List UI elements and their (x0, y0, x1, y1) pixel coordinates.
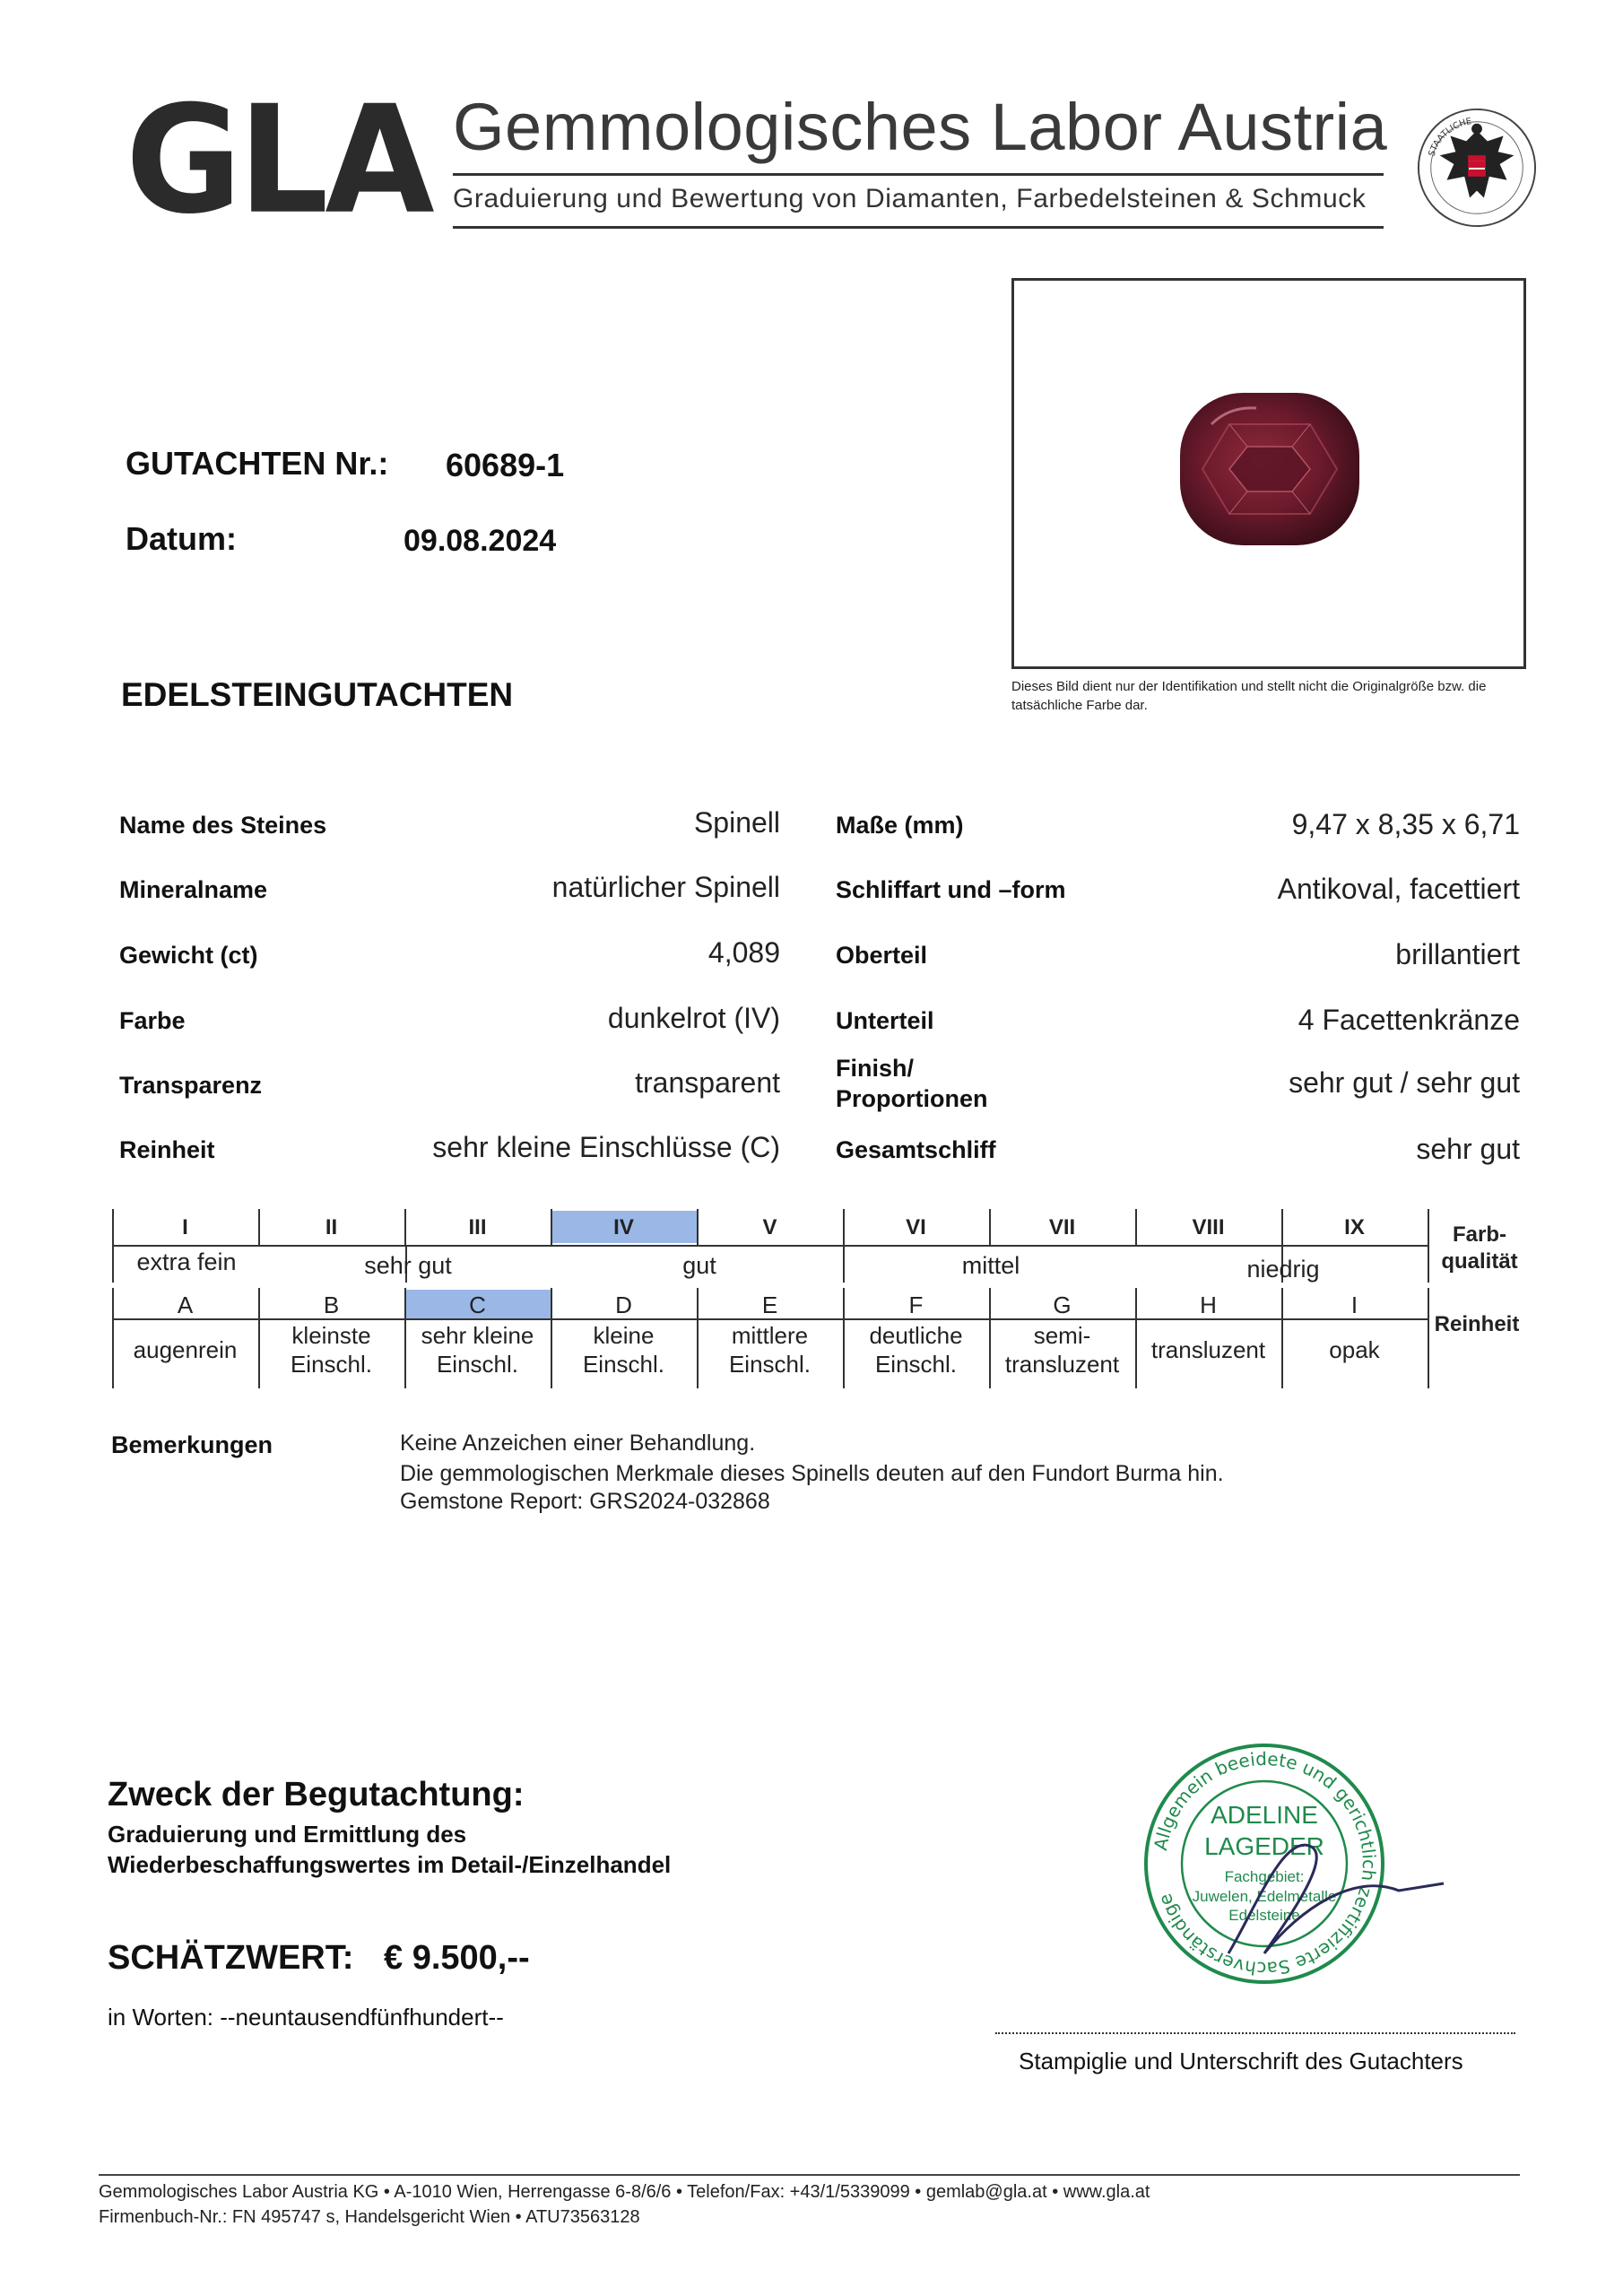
report-number-value: 60689-1 (446, 447, 565, 483)
property-label-left: Transparenz (119, 1072, 263, 1099)
color-grade-I: I (182, 1215, 188, 1239)
property-value-right: 4 Facettenkränze (1298, 1004, 1520, 1036)
clarity-desc-line-1: opak (1329, 1336, 1380, 1363)
color-group-label: sehr gut (364, 1252, 452, 1279)
gla-logo: GLA (126, 74, 431, 248)
stamp-field-3: Edelsteine (1228, 1907, 1300, 1924)
property-value-left: natürlicher Spinell (551, 871, 780, 903)
signature-caption: Stampiglie und Unterschrift des Gutachters (1019, 2048, 1463, 2074)
grading-scale-table (112, 1209, 1520, 1388)
grade-rule (112, 1245, 1428, 1247)
remarks-line-2: Die gemmologischen Merkmale dieses Spinells deuten auf den Fundort Burma hin. (400, 1461, 1224, 1486)
lab-name: Gemmologisches Labor Austria (453, 90, 1388, 164)
spinel-gemstone-image (1176, 388, 1364, 550)
footer-rule (99, 2174, 1520, 2176)
property-value-left: transparent (635, 1066, 780, 1099)
color-group-label: gut (682, 1252, 716, 1279)
property-value-left: Spinell (693, 806, 780, 839)
clarity-desc-line-1: mittlere (731, 1322, 809, 1349)
property-label-right-line2: Proportionen (836, 1085, 988, 1112)
color-grade-IX: IX (1344, 1215, 1365, 1239)
clarity-desc-line-2: Einschl. (728, 1351, 812, 1378)
purpose-title: Zweck der Begutachtung: (108, 1776, 525, 1813)
property-value-right: sehr gut (1416, 1133, 1520, 1165)
report-type-title: EDELSTEINGUTACHTEN (121, 676, 514, 713)
clarity-grade-F: F (908, 1292, 924, 1318)
clarity-desc-line-1: sehr kleine (421, 1322, 534, 1349)
stone-photo-frame (1011, 278, 1526, 669)
clarity-grade-A: A (177, 1292, 194, 1318)
grade-divider (1428, 1209, 1429, 1247)
remarks-line-3: Gemstone Report: GRS2024-032868 (400, 1489, 770, 1514)
purpose-line-1: Graduierung und Ermittlung des (108, 1821, 467, 1848)
svg-text:STAATLICHE: STAATLICHE (1427, 117, 1473, 158)
clarity-desc-line-1: augenrein (133, 1336, 238, 1363)
property-value-right: 9,47 x 8,35 x 6,71 (1291, 808, 1520, 840)
property-label-right: Finish/ (836, 1055, 914, 1082)
clarity-grade-D: D (615, 1292, 632, 1318)
valuation-value: € 9.500,-- (384, 1939, 530, 1977)
report-date-label: Datum: (126, 520, 237, 557)
grade-divider (1428, 1288, 1429, 1388)
report-date-value: 09.08.2024 (404, 524, 557, 558)
remarks-line-1: Keine Anzeichen einer Behandlung. (400, 1431, 756, 1456)
stamp-name-1: ADELINE (1211, 1801, 1318, 1829)
clarity-grade-C: C (469, 1292, 486, 1318)
color-grade-III: III (468, 1215, 487, 1239)
clarity-desc-line-1: semi- (1033, 1322, 1091, 1349)
clarity-desc-line-1: kleinste (291, 1322, 371, 1349)
austrian-eagle-emblem-icon (1415, 106, 1539, 230)
clarity-desc-line-1: transluzent (1150, 1336, 1266, 1363)
property-label-left: Name des Steines (119, 812, 327, 839)
valuation-in-words: in Worten: --neuntausendfünfhundert-- (108, 2004, 504, 2031)
lab-subtitle: Graduierung und Bewertung von Diamanten, Farbedelsteinen & Schmuck (453, 184, 1367, 213)
stamp-field-2: Juwelen, Edelmetalle (1192, 1888, 1337, 1905)
clarity-grade-B: B (323, 1292, 340, 1318)
header-rule-bottom (453, 226, 1384, 229)
stamp-ring-text: Allgemein beeidete und gerichtlich zertifizierte Sachverständige (1149, 1747, 1381, 1980)
footer-registration: Firmenbuch-Nr.: FN 495747 s, Handelsgericht Wien • ATU73563128 (99, 2207, 640, 2227)
grade-rule (112, 1318, 1428, 1320)
clarity-desc-line-1: deutliche (869, 1322, 963, 1349)
clarity-desc-line-2: Einschl. (874, 1351, 958, 1378)
report-number-label: GUTACHTEN Nr.: (126, 445, 389, 482)
property-label-left: Gewicht (ct) (119, 942, 258, 969)
color-grade-V: V (762, 1215, 777, 1239)
remarks-label: Bemerkungen (111, 1431, 273, 1458)
property-label-right: Unterteil (836, 1007, 934, 1034)
clarity-desc-line-2: Einschl. (582, 1351, 665, 1378)
property-label-left: Reinheit (119, 1136, 215, 1163)
purpose-line-2: Wiederbeschaffungswertes im Detail-/Einzelhandel (108, 1851, 672, 1878)
property-label-right: Gesamtschliff (836, 1136, 996, 1163)
expert-stamp-seal (1130, 1729, 1453, 1998)
clarity-desc-line-2: Einschl. (290, 1351, 373, 1378)
property-label-left: Farbe (119, 1007, 186, 1034)
property-value-left: dunkelrot (IV) (607, 1002, 780, 1034)
property-value-right: brillantiert (1395, 938, 1520, 970)
clarity-grade-G: G (1053, 1292, 1072, 1318)
color-group-label: niedrig (1246, 1256, 1320, 1283)
footer-address: Gemmologisches Labor Austria KG • A-1010 Wien, Herrengasse 6-8/6/6 • Telefon/Fax: +43/1/5339099 • gemlab@gla.at • www.gla.at (99, 2182, 1150, 2202)
photo-caption: Dieses Bild dient nur der Identifikation und stellt nicht die Originalgröße bzw. die tatsächliche Farbe dar. (1011, 679, 1487, 713)
clarity-grade-H: H (1200, 1292, 1217, 1318)
valuation-label: SCHÄTZWERT: (108, 1939, 354, 1977)
clarity-desc-line-1: kleine (593, 1322, 655, 1349)
color-group-label: mittel (961, 1252, 1020, 1279)
clarity-grade-I: I (1350, 1292, 1358, 1318)
color-grade-VIII: VIII (1192, 1215, 1225, 1239)
stamp-name-2: LAGEDER (1204, 1832, 1324, 1860)
clarity-grade-E: E (761, 1292, 778, 1318)
property-label-right: Schliffart und –form (836, 876, 1066, 903)
header-rule-top (453, 173, 1384, 176)
property-label-right: Oberteil (836, 942, 928, 969)
color-grade-VII: VII (1048, 1215, 1076, 1239)
clarity-desc-line-2: Einschl. (436, 1351, 519, 1378)
color-grade-VI: VI (906, 1215, 926, 1239)
stamp-field-1: Fachgebiet: (1224, 1868, 1305, 1885)
clarity-desc-line-2: transluzent (1004, 1351, 1120, 1378)
property-value-right: sehr gut / sehr gut (1289, 1066, 1520, 1099)
color-quality-title-2: qualität (1441, 1249, 1518, 1274)
color-grade-IV: IV (613, 1215, 634, 1239)
signature-dotted-line (995, 2032, 1515, 2034)
color-grade-II: II (325, 1215, 338, 1239)
property-value-left: sehr kleine Einschlüsse (C) (432, 1131, 780, 1163)
color-group-label: extra fein (136, 1248, 237, 1275)
group-divider (1428, 1247, 1429, 1283)
property-label-right: Maße (mm) (836, 812, 964, 839)
color-quality-title-1: Farb- (1453, 1222, 1506, 1247)
group-divider (843, 1247, 845, 1283)
property-label-left: Mineralname (119, 876, 268, 903)
clarity-title: Reinheit (1434, 1312, 1520, 1336)
property-value-left: 4,089 (707, 936, 780, 969)
property-value-right: Antikoval, facettiert (1277, 873, 1520, 905)
